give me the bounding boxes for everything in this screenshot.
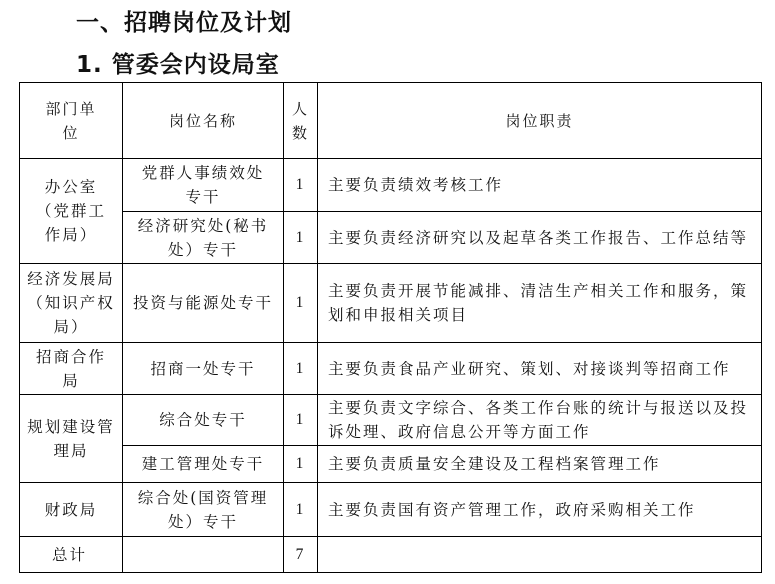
count-cell: 1 xyxy=(284,212,318,264)
position-cell: 综合处(国资管理处）专干 xyxy=(123,483,284,537)
position-cell: 招商一处专干 xyxy=(123,343,284,395)
table-row xyxy=(20,343,762,395)
subsection-heading: 1. 管委会内设局室 xyxy=(76,52,280,78)
duty-cell: 主要负责质量安全建设及工程档案管理工作 xyxy=(318,446,762,483)
total-count: 7 xyxy=(284,537,318,573)
table-row xyxy=(20,264,762,343)
dept-cell: 财政局 xyxy=(20,483,123,537)
position-cell: 综合处专干 xyxy=(123,395,284,446)
total-label: 总计 xyxy=(20,537,123,573)
position-cell: 经济研究处(秘书处）专干 xyxy=(123,212,284,264)
duty-cell: 主要负责文字综合、各类工作台账的统计与报送以及投诉处理、政府信息公开等方面工作 xyxy=(318,395,762,446)
dept-cell: 经济发展局（知识产权局） xyxy=(20,264,123,343)
duty-cell: 主要负责国有资产管理工作，政府采购相关工作 xyxy=(318,483,762,537)
table-row xyxy=(20,159,762,212)
table-header-row xyxy=(20,83,762,159)
table-row xyxy=(20,483,762,537)
count-cell: 1 xyxy=(284,395,318,446)
section-heading: 一、招聘岗位及计划 xyxy=(76,10,292,36)
header-count: 人数 xyxy=(284,83,318,159)
count-cell: 1 xyxy=(284,343,318,395)
header-duty: 岗位职责 xyxy=(318,83,762,159)
count-cell: 1 xyxy=(284,159,318,212)
count-cell: 1 xyxy=(284,446,318,483)
count-cell: 1 xyxy=(284,483,318,537)
dept-cell: 办公室（党群工作局） xyxy=(20,159,123,264)
duty-cell: 主要负责开展节能减排、清洁生产相关工作和服务，策划和申报相关项目 xyxy=(318,264,762,343)
duty-cell: 主要负责经济研究以及起草各类工作报告、工作总结等 xyxy=(318,212,762,264)
table-row xyxy=(20,395,762,446)
table-row xyxy=(20,446,762,483)
header-dept: 部门单位 xyxy=(20,83,123,159)
dept-cell: 规划建设管理局 xyxy=(20,395,123,483)
total-row xyxy=(20,537,762,573)
recruitment-table xyxy=(19,82,762,573)
count-cell: 1 xyxy=(284,264,318,343)
position-cell: 建工管理处专干 xyxy=(123,446,284,483)
total-position-cell xyxy=(123,537,284,573)
total-duty-cell xyxy=(318,537,762,573)
dept-cell: 招商合作局 xyxy=(20,343,123,395)
position-cell: 投资与能源处专干 xyxy=(123,264,284,343)
position-cell: 党群人事绩效处专干 xyxy=(123,159,284,212)
header-position: 岗位名称 xyxy=(123,83,284,159)
table-row xyxy=(20,212,762,264)
duty-cell: 主要负责食品产业研究、策划、对接谈判等招商工作 xyxy=(318,343,762,395)
duty-cell: 主要负责绩效考核工作 xyxy=(318,159,762,212)
